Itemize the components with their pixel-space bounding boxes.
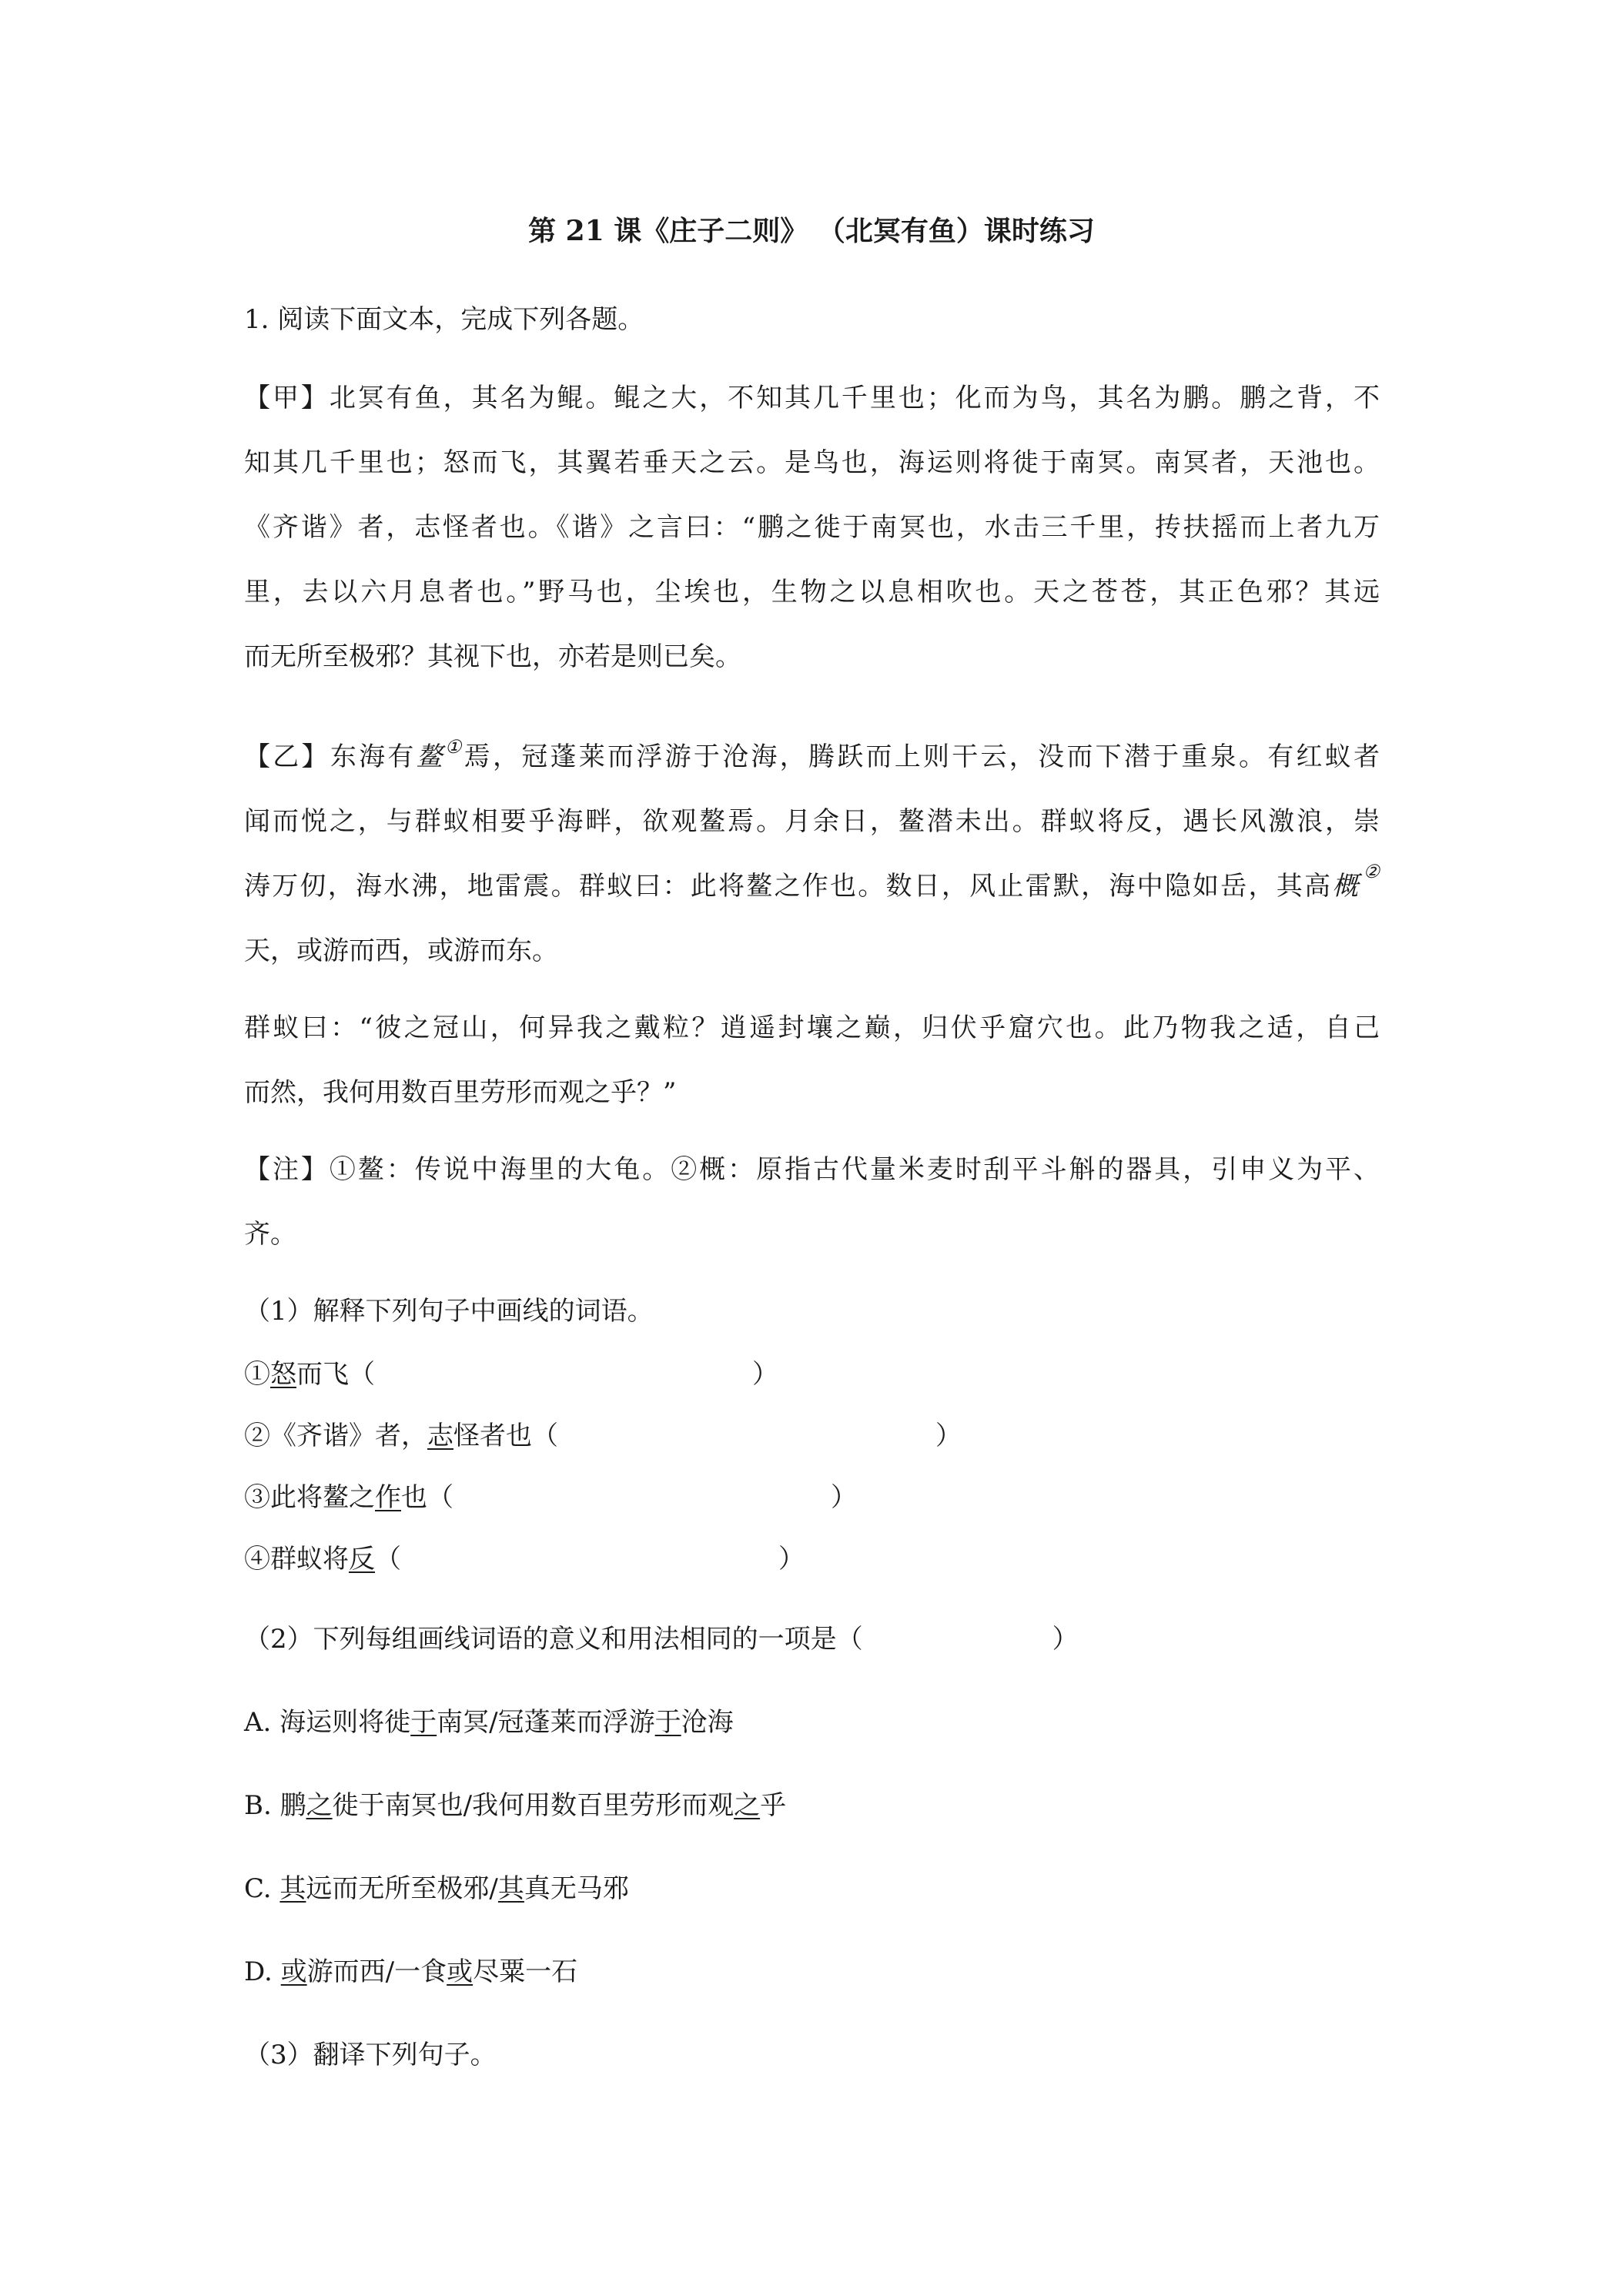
q2-stem: [244, 1624, 1079, 1655]
underlined-word: 怒: [270, 1359, 296, 1390]
q2-option-d: [244, 1956, 578, 1987]
q1-item-1-close: ）: [752, 1359, 778, 1390]
passage-yi-line-1: [244, 736, 1380, 772]
q1-item-4-text: ④群蚁将: [244, 1544, 349, 1575]
passage-jia-line-1: [244, 385, 1380, 411]
ao-annotated-word: 鳌: [416, 741, 445, 772]
underlined-word: 作: [375, 1482, 401, 1513]
option-text: 真无马邪: [524, 1873, 629, 1904]
option-text: 游而西/一食: [306, 1956, 447, 1987]
passage-yi-line-4: 天，或游而西，或游而东。: [244, 935, 558, 966]
passage-yi-line-5: 群蚁曰：“彼之冠山，何异我之戴粒？逍遥封壤之巅，归伏乎窟穴也。此乃物我之适，自己: [244, 1012, 1380, 1043]
underlined-word: 或: [280, 1956, 307, 1987]
passage-yi-line-2: 闻而悦之，与群蚁相要乎海畔，欲观鳌焉。月余日，鳌潜未出。群蚁将反，遇长风激浪，崇: [244, 806, 1380, 837]
option-text: B. 鹏: [244, 1790, 306, 1821]
underlined-word: 反: [349, 1544, 375, 1575]
passage-jia-line-3: 《齐谐》者，志怪者也。《谐》之言曰：“鹏之徙于南冥也，水击三千里，抟扶摇而上者九万: [244, 512, 1380, 543]
q1-item-3: [244, 1484, 857, 1511]
option-text: 沧海: [681, 1707, 734, 1738]
page-title: 第 21 课《庄子二则》 （北冥有鱼）课时练习: [528, 215, 1095, 247]
underlined-word: 于: [410, 1707, 437, 1738]
q1-item-2-text: ②《齐谐》者，: [244, 1421, 427, 1451]
option-text: C.: [244, 1873, 280, 1904]
underlined-word: 于: [654, 1707, 681, 1738]
option-text: 远而无所至极邪/: [306, 1873, 498, 1904]
underlined-word: 其: [279, 1873, 306, 1904]
notes-line-2: 齐。: [244, 1219, 296, 1250]
q1-item-2-close: ）: [935, 1421, 962, 1451]
passage-jia-line-5: 而无所至极邪？其视下也，亦若是则已矣。: [244, 641, 741, 672]
gai-annotated-word: 概: [1332, 871, 1360, 902]
q2-option-a: [244, 1707, 734, 1738]
q1-item-3-close: ）: [831, 1482, 857, 1513]
q1-item-2-text-rest: 怪者也（: [453, 1421, 558, 1451]
q1-item-1-text: 而飞（: [296, 1359, 375, 1390]
q1-item-1: [244, 1359, 778, 1390]
q1-item-4-close: ）: [778, 1544, 805, 1575]
q1-item-1-number: ①: [244, 1359, 270, 1390]
passage-jia-label: 【甲】: [244, 383, 330, 413]
underlined-word: 之: [306, 1790, 333, 1821]
intro-text: 1. 阅读下面文本，完成下列各题。: [244, 304, 644, 335]
underlined-word: 志: [427, 1421, 453, 1451]
passage-yi-text: 涛万仞，海水沸，地雷震。群蚁曰：此将鳌之作也。数日，风止雷默，海中隐如岳，其高: [244, 871, 1333, 902]
footnote-marker-2: ②: [1363, 861, 1380, 882]
passage-yi-text: 焉，冠蓬莱而浮游于沧海，腾跃而上则干云，没而下潜于重泉。有红蚁者: [463, 741, 1380, 772]
option-text: 南冥/冠蓬莱而浮游: [437, 1707, 655, 1738]
passage-yi-text: 东海有: [330, 741, 417, 772]
underlined-word: 或: [447, 1956, 474, 1987]
footnote-marker-1: ①: [444, 736, 464, 758]
q1-item-3-text: ③此将鳌之: [244, 1482, 375, 1513]
q1-item-2: [244, 1423, 962, 1449]
q3-stem: （3）翻译下列句子。: [244, 2040, 497, 2070]
option-text: 尽粟一石: [473, 1956, 578, 1987]
option-text: 徙于南冥也/我何用数百里劳形而观: [332, 1790, 735, 1821]
passage-jia-line-4: 里，去以六月息者也。”野马也，尘埃也，生物之以息相吹也。天之苍苍，其正色邪？其远: [244, 577, 1380, 607]
q2-stem-close: ）: [1052, 1624, 1079, 1655]
underlined-word: 之: [734, 1790, 761, 1821]
q1-item-3-text-rest: 也（: [401, 1482, 453, 1513]
q1-item-4-text-rest: （: [375, 1544, 401, 1575]
underlined-word: 其: [497, 1873, 524, 1904]
q2-option-b: [244, 1792, 786, 1819]
option-text: D.: [244, 1956, 281, 1987]
q2-stem-text: （2）下列每组画线词语的意义和用法相同的一项是（: [244, 1624, 863, 1655]
q1-stem: （1）解释下列句子中画线的词语。: [244, 1296, 654, 1327]
passage-yi-label: 【乙】: [244, 741, 330, 772]
option-text: A. 海运则将徙: [244, 1707, 411, 1738]
passage-jia-line-2: 知其几千里也；怒而飞，其翼若垂天之云。是鸟也，海运则将徙于南冥。南冥者，天池也。: [244, 447, 1380, 478]
passage-yi-line-3: [244, 861, 1380, 902]
q1-item-4: [244, 1544, 805, 1575]
passage-jia-text: 北冥有鱼，其名为鲲。鲲之大，不知其几千里也；化而为鸟，其名为鹏。鹏之背，不: [329, 383, 1380, 413]
notes-line-1: 【注】①鳌：传说中海里的大龟。②概：原指古代量米麦时刮平斗斛的器具，引申义为平、: [244, 1154, 1380, 1185]
passage-yi-line-6: 而然，我何用数百里劳形而观之乎？”: [244, 1077, 677, 1108]
option-text: 乎: [760, 1790, 787, 1821]
q2-option-c: [244, 1873, 629, 1904]
